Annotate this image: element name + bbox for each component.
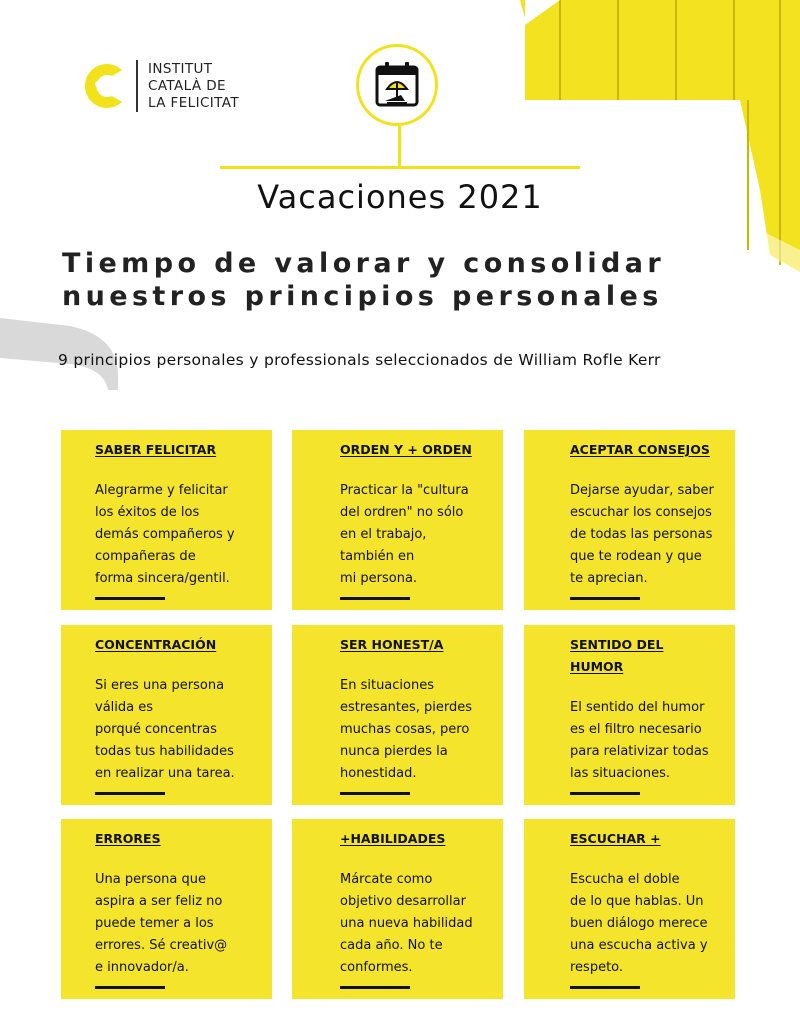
- calendar-badge: [356, 44, 438, 126]
- card-text: Márcate como objetivo desarrollar una nueva habilidad cada año. No te conformes.: [340, 872, 473, 975]
- card-rule: [570, 792, 640, 795]
- card-text: Alegrarme y felicitar los éxitos de los demás compañeros y compañeras de forma sincera/gentil.: [95, 483, 235, 586]
- card-rule: [340, 597, 410, 600]
- card-text: Una persona que aspira a ser feliz no puede temer a los errores. Sé creativ@ e innovador/a.: [95, 872, 228, 975]
- subtitle-line-1: Tiempo de valorar y consolidar: [62, 248, 666, 279]
- subtitle-line-2: nuestros principios personales: [62, 281, 663, 312]
- card-title: ERRORES: [95, 831, 161, 846]
- card-rule: [340, 986, 410, 989]
- calendar-beach-icon: [375, 61, 419, 107]
- card-text: Practicar la "cultura del ordren" no sólo en el trabajo, también en mi persona.: [340, 483, 469, 586]
- institut-logo[interactable]: [78, 60, 239, 112]
- page-title: Vacaciones 2021: [257, 178, 543, 216]
- card-text: El sentido del humor es el filtro necesario para relativizar todas las situaciones.: [570, 700, 709, 781]
- logo-line-2: CATALÀ DE: [148, 77, 226, 94]
- logo-text: [148, 61, 239, 112]
- principle-card: [61, 430, 272, 610]
- principle-card: [524, 430, 735, 610]
- card-rule: [340, 792, 410, 795]
- principle-card: [61, 625, 272, 805]
- card-title: ESCUCHAR +: [570, 831, 661, 846]
- principle-card: [292, 625, 503, 805]
- card-title: SER HONEST/A: [340, 637, 444, 652]
- card-text: Escucha el doble de lo que hablas. Un buen diálogo merece una escucha activa y respeto.: [570, 872, 708, 975]
- principle-card: [61, 819, 272, 999]
- card-rule: [570, 986, 640, 989]
- card-title: CONCENTRACIÓN: [95, 637, 217, 652]
- card-title: +HABILIDADES: [340, 831, 446, 846]
- card-title: ORDEN Y + ORDEN: [340, 442, 472, 457]
- logo-line-3: LA FELICITAT: [148, 94, 239, 111]
- card-rule: [95, 597, 165, 600]
- page-subtitle: [62, 247, 762, 313]
- principle-card: [292, 430, 503, 610]
- principles-grid: [61, 430, 736, 1000]
- logo-separator: [136, 60, 138, 112]
- logo-c-icon: [78, 60, 126, 112]
- badge-stem: [398, 126, 401, 168]
- card-title: SABER FELICITAR: [95, 442, 217, 457]
- tagline: 9 principios personales y professionals seleccionados de William Rofle Kerr: [58, 351, 661, 369]
- card-rule: [95, 986, 165, 989]
- title-bar: [220, 166, 580, 169]
- card-rule: [570, 597, 640, 600]
- principle-card: [524, 625, 735, 805]
- principle-card: [524, 819, 735, 999]
- card-title: SENTIDO DEL HUMOR: [570, 637, 664, 674]
- principle-card: [292, 819, 503, 999]
- card-rule: [95, 792, 165, 795]
- card-text: Dejarse ayudar, saber escuchar los consejos de todas las personas que te rodean y que te aprecian.: [570, 483, 714, 586]
- card-title: ACEPTAR CONSEJOS: [570, 442, 710, 457]
- logo-line-1: INSTITUT: [148, 60, 213, 77]
- card-text: En situaciones estresantes, pierdes muchas cosas, pero nunca pierdes la honestidad.: [340, 678, 473, 781]
- card-text: Si eres una persona válida es porqué concentras todas tus habilidades en realizar una tarea.: [95, 678, 235, 781]
